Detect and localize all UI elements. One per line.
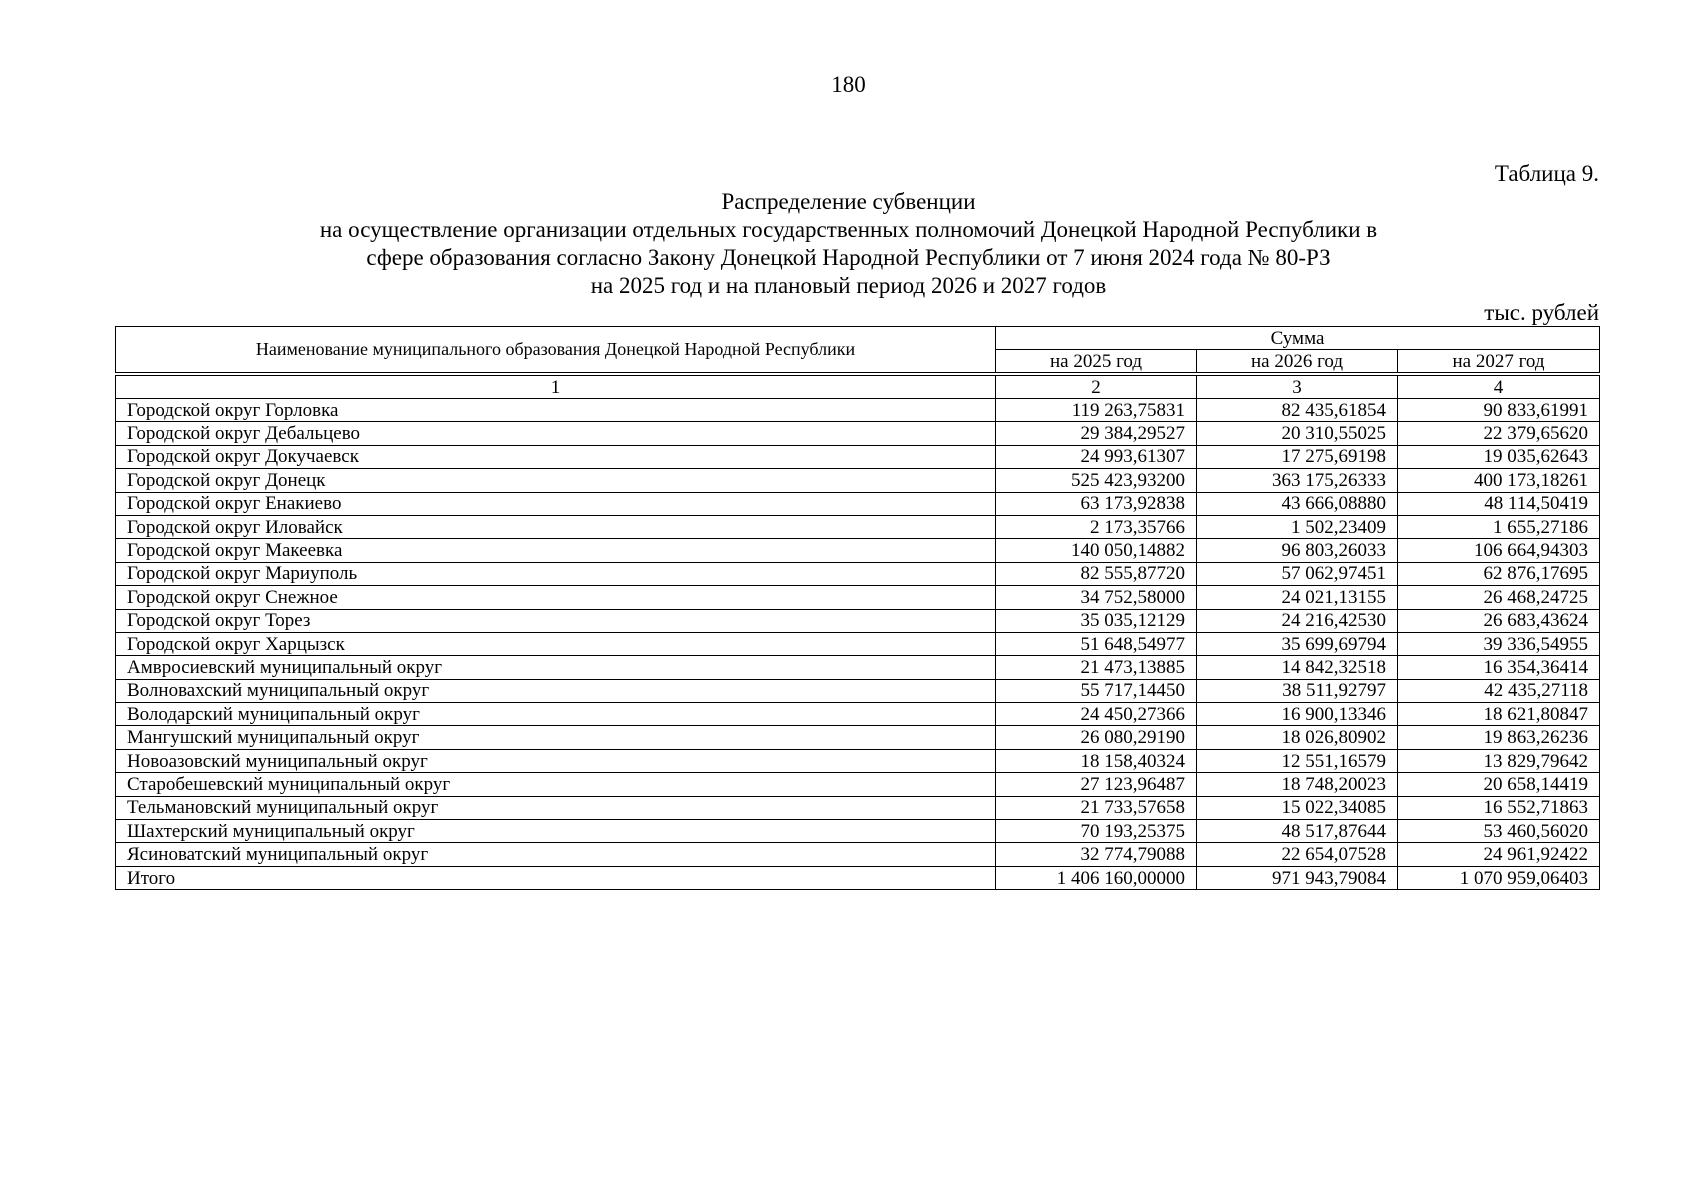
table-label: Таблица 9. — [1494, 161, 1599, 186]
amount-2026: 363 175,26333 — [1197, 469, 1398, 492]
page-number: 180 — [831, 72, 866, 97]
amount-2026: 18 026,80902 — [1197, 726, 1398, 749]
amount-2027: 19 863,26236 — [1398, 726, 1600, 749]
title-line: на 2025 год и на плановый период 2026 и 2027 годов — [590, 273, 1107, 298]
header-year-2025: на 2025 год — [996, 350, 1197, 373]
amount-2026: 12 551,16579 — [1197, 749, 1398, 772]
amount-2026: 38 511,92797 — [1197, 679, 1398, 702]
title-line: сфере образования согласно Закону Донецкой Народной Республики от 7 июня 2024 года № 80-РЗ — [366, 245, 1331, 270]
amount-2025: 21 733,57658 — [996, 796, 1197, 819]
municipality-name: Новоазовский муниципальный округ — [116, 749, 996, 772]
table-row — [116, 586, 1600, 609]
municipality-name: Итого — [116, 866, 996, 889]
title-line: Распределение субвенции — [721, 189, 976, 214]
municipality-name: Городской округ Харцызск — [116, 632, 996, 655]
amount-2026: 48 517,87644 — [1197, 820, 1398, 843]
table-row — [116, 562, 1600, 585]
municipality-name: Городской округ Енакиево — [116, 492, 996, 515]
municipality-name: Городской округ Иловайск — [116, 515, 996, 538]
municipality-name: Шахтерский муниципальный округ — [116, 820, 996, 843]
amount-2025: 1 406 160,00000 — [996, 866, 1197, 889]
column-number: 2 — [996, 376, 1197, 399]
table-row — [116, 469, 1600, 492]
amount-2027: 42 435,27118 — [1398, 679, 1600, 702]
amount-2026: 57 062,97451 — [1197, 562, 1398, 585]
amount-2027: 1 070 959,06403 — [1398, 866, 1600, 889]
municipality-name: Городской округ Торез — [116, 609, 996, 632]
amount-2025: 35 035,12129 — [996, 609, 1197, 632]
amount-2026: 24 216,42530 — [1197, 609, 1398, 632]
table-row — [116, 515, 1600, 538]
table-row — [116, 445, 1600, 468]
municipality-name: Волновахский муниципальный округ — [116, 679, 996, 702]
table-row — [116, 609, 1600, 632]
amount-2025: 55 717,14450 — [996, 679, 1197, 702]
table-row — [116, 749, 1600, 772]
amount-2025: 18 158,40324 — [996, 749, 1197, 772]
municipality-name: Городской округ Донецк — [116, 469, 996, 492]
municipality-name: Городской округ Мариуполь — [116, 562, 996, 585]
amount-2027: 90 833,61991 — [1398, 399, 1600, 422]
amount-2025: 24 450,27366 — [996, 703, 1197, 726]
table-row — [116, 656, 1600, 679]
amount-2026: 22 654,07528 — [1197, 843, 1398, 866]
amount-2027: 39 336,54955 — [1398, 632, 1600, 655]
amount-2027: 22 379,65620 — [1398, 422, 1600, 445]
municipality-name: Старобешевский муниципальный округ — [116, 773, 996, 796]
table-row — [116, 796, 1600, 819]
document-title — [0, 188, 1697, 300]
amount-2025: 2 173,35766 — [996, 515, 1197, 538]
municipality-name: Городской округ Макеевка — [116, 539, 996, 562]
amount-2025: 27 123,96487 — [996, 773, 1197, 796]
header-year-2026: на 2026 год — [1197, 350, 1398, 373]
header-year-2027: на 2027 год — [1398, 350, 1600, 373]
column-number: 3 — [1197, 376, 1398, 399]
table-row — [116, 726, 1600, 749]
table-row — [116, 820, 1600, 843]
header-sum: Сумма — [996, 327, 1600, 350]
table-row — [116, 773, 1600, 796]
municipality-name: Володарский муниципальный округ — [116, 703, 996, 726]
amount-2027: 16 552,71863 — [1398, 796, 1600, 819]
municipality-name: Тельмановский муниципальный округ — [116, 796, 996, 819]
municipality-name: Амвросиевский муниципальный округ — [116, 656, 996, 679]
table-body — [116, 399, 1600, 890]
table-row — [116, 632, 1600, 655]
table-row — [116, 679, 1600, 702]
amount-2027: 16 354,36414 — [1398, 656, 1600, 679]
amount-2027: 13 829,79642 — [1398, 749, 1600, 772]
amount-2027: 62 876,17695 — [1398, 562, 1600, 585]
amount-2027: 48 114,50419 — [1398, 492, 1600, 515]
amount-2026: 24 021,13155 — [1197, 586, 1398, 609]
table-row — [116, 539, 1600, 562]
municipality-name: Ясиноватский муниципальный округ — [116, 843, 996, 866]
amount-2027: 19 035,62643 — [1398, 445, 1600, 468]
amount-2025: 51 648,54977 — [996, 632, 1197, 655]
amount-2027: 26 468,24725 — [1398, 586, 1600, 609]
municipality-name: Городской округ Докучаевск — [116, 445, 996, 468]
header-name: Наименование муниципального образования Донецкой Народной Республики — [116, 327, 996, 373]
amount-2026: 15 022,34085 — [1197, 796, 1398, 819]
municipality-name: Мангушский муниципальный округ — [116, 726, 996, 749]
total-row — [116, 866, 1600, 889]
column-number: 4 — [1398, 376, 1600, 399]
table-row — [116, 703, 1600, 726]
amount-2025: 70 193,25375 — [996, 820, 1197, 843]
title-line: на осуществление организации отдельных государственных полномочий Донецкой Народной Республики в — [319, 217, 1378, 242]
municipality-name: Городской округ Горловка — [116, 399, 996, 422]
amount-2025: 29 384,29527 — [996, 422, 1197, 445]
amount-2026: 17 275,69198 — [1197, 445, 1398, 468]
amount-2025: 82 555,87720 — [996, 562, 1197, 585]
amount-2027: 1 655,27186 — [1398, 515, 1600, 538]
amount-2025: 26 080,29190 — [996, 726, 1197, 749]
amount-2026: 82 435,61854 — [1197, 399, 1398, 422]
amount-2027: 53 460,56020 — [1398, 820, 1600, 843]
municipality-name: Городской округ Дебальцево — [116, 422, 996, 445]
municipality-name: Городской округ Снежное — [116, 586, 996, 609]
amount-2027: 18 621,80847 — [1398, 703, 1600, 726]
amount-2025: 140 050,14882 — [996, 539, 1197, 562]
amount-2025: 21 473,13885 — [996, 656, 1197, 679]
table-row — [116, 422, 1600, 445]
amount-2025: 119 263,75831 — [996, 399, 1197, 422]
table-row — [116, 399, 1600, 422]
amount-2025: 34 752,58000 — [996, 586, 1197, 609]
amount-2026: 18 748,20023 — [1197, 773, 1398, 796]
amount-2025: 24 993,61307 — [996, 445, 1197, 468]
unit-label: тыс. рублей — [1484, 300, 1599, 325]
amount-2027: 20 658,14419 — [1398, 773, 1600, 796]
amount-2026: 1 502,23409 — [1197, 515, 1398, 538]
amount-2026: 35 699,69794 — [1197, 632, 1398, 655]
amount-2026: 971 943,79084 — [1197, 866, 1398, 889]
column-number: 1 — [116, 376, 996, 399]
amount-2026: 14 842,32518 — [1197, 656, 1398, 679]
table-row — [116, 843, 1600, 866]
amount-2026: 96 803,26033 — [1197, 539, 1398, 562]
amount-2027: 106 664,94303 — [1398, 539, 1600, 562]
amount-2025: 63 173,92838 — [996, 492, 1197, 515]
table-row — [116, 492, 1600, 515]
amount-2025: 525 423,93200 — [996, 469, 1197, 492]
amount-2026: 16 900,13346 — [1197, 703, 1398, 726]
amount-2027: 24 961,92422 — [1398, 843, 1600, 866]
amount-2027: 400 173,18261 — [1398, 469, 1600, 492]
amount-2027: 26 683,43624 — [1398, 609, 1600, 632]
amount-2026: 43 666,08880 — [1197, 492, 1398, 515]
subvention-table — [115, 326, 1600, 890]
amount-2025: 32 774,79088 — [996, 843, 1197, 866]
amount-2026: 20 310,55025 — [1197, 422, 1398, 445]
